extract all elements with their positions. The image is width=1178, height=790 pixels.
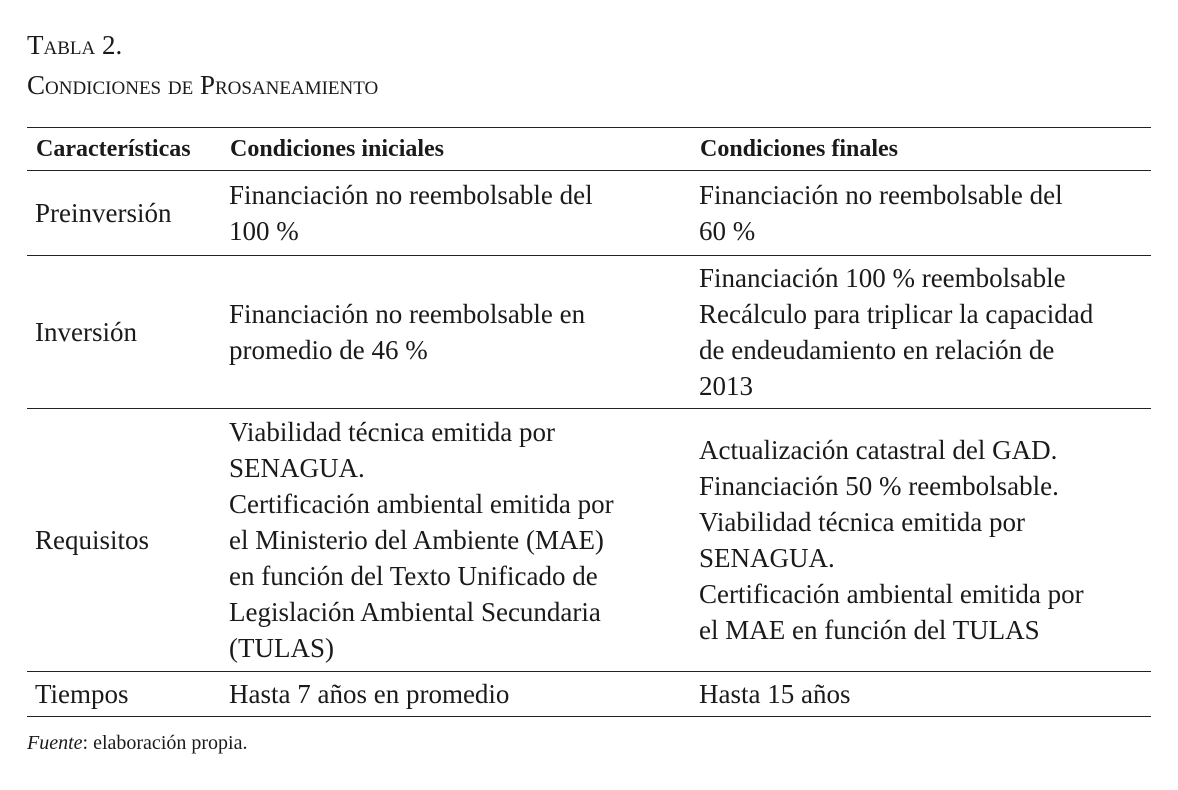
cell-line: Hasta 15 años bbox=[699, 679, 851, 709]
cell-line: Recálculo para triplicar la capacidad bbox=[699, 299, 1094, 329]
initial-cell bbox=[221, 409, 691, 672]
cell-line: 60 % bbox=[699, 216, 756, 246]
cell-line: 100 % bbox=[229, 216, 299, 246]
cell-line: Viabilidad técnica emitida por bbox=[229, 417, 556, 447]
table-row bbox=[27, 409, 1151, 672]
table-number: Tabla 2. bbox=[27, 30, 123, 60]
cell-line: Actualización catastral del GAD. bbox=[699, 435, 1058, 465]
header-characteristics: Características bbox=[27, 128, 221, 171]
cell-line: en función del Texto Unificado de bbox=[229, 561, 598, 591]
cell-line: Viabilidad técnica emitida por bbox=[699, 507, 1026, 537]
initial-cell bbox=[221, 672, 691, 717]
cell-line: (TULAS) bbox=[229, 633, 334, 663]
table-row bbox=[27, 171, 1151, 256]
source-note bbox=[27, 732, 247, 755]
final-cell bbox=[691, 672, 1151, 717]
initial-cell bbox=[221, 171, 691, 256]
final-cell bbox=[691, 171, 1151, 256]
header-initial-conditions: Condiciones iniciales bbox=[221, 128, 691, 171]
row-label: Tiempos bbox=[27, 672, 221, 717]
source-text: : elaboración propia. bbox=[82, 732, 248, 754]
cell-line: SENAGUA. bbox=[229, 453, 365, 483]
cell-line: Certificación ambiental emitida por bbox=[229, 489, 614, 519]
conditions-table bbox=[27, 127, 1151, 717]
cell-line: Financiación no reembolsable del bbox=[229, 180, 593, 210]
header-row bbox=[27, 128, 1151, 171]
cell-line: Financiación no reembolsable en bbox=[229, 299, 586, 329]
cell-line: Hasta 7 años en promedio bbox=[229, 679, 510, 709]
header-final-conditions: Condiciones finales bbox=[691, 128, 1151, 171]
cell-line: 2013 bbox=[699, 371, 753, 401]
table-row bbox=[27, 672, 1151, 717]
row-label: Requisitos bbox=[27, 409, 221, 672]
final-cell bbox=[691, 409, 1151, 672]
row-label: Inversión bbox=[27, 256, 221, 409]
row-label: Preinversión bbox=[27, 171, 221, 256]
final-cell bbox=[691, 256, 1151, 409]
initial-cell bbox=[221, 256, 691, 409]
cell-line: Financiación 50 % reembolsable. bbox=[699, 471, 1059, 501]
cell-line: el MAE en función del TULAS bbox=[699, 615, 1040, 645]
table-title: Condiciones de Prosaneamiento bbox=[27, 70, 379, 100]
cell-line: promedio de 46 % bbox=[229, 335, 428, 365]
cell-line: el Ministerio del Ambiente (MAE) bbox=[229, 525, 604, 555]
cell-line: Legislación Ambiental Secundaria bbox=[229, 597, 601, 627]
cell-line: de endeudamiento en relación de bbox=[699, 335, 1055, 365]
cell-line: Financiación no reembolsable del bbox=[699, 180, 1063, 210]
cell-line: Financiación 100 % reembolsable bbox=[699, 263, 1066, 293]
source-label: Fuente bbox=[27, 732, 83, 754]
cell-line: Certificación ambiental emitida por bbox=[699, 579, 1084, 609]
table-row bbox=[27, 256, 1151, 409]
cell-line: SENAGUA. bbox=[699, 543, 835, 573]
